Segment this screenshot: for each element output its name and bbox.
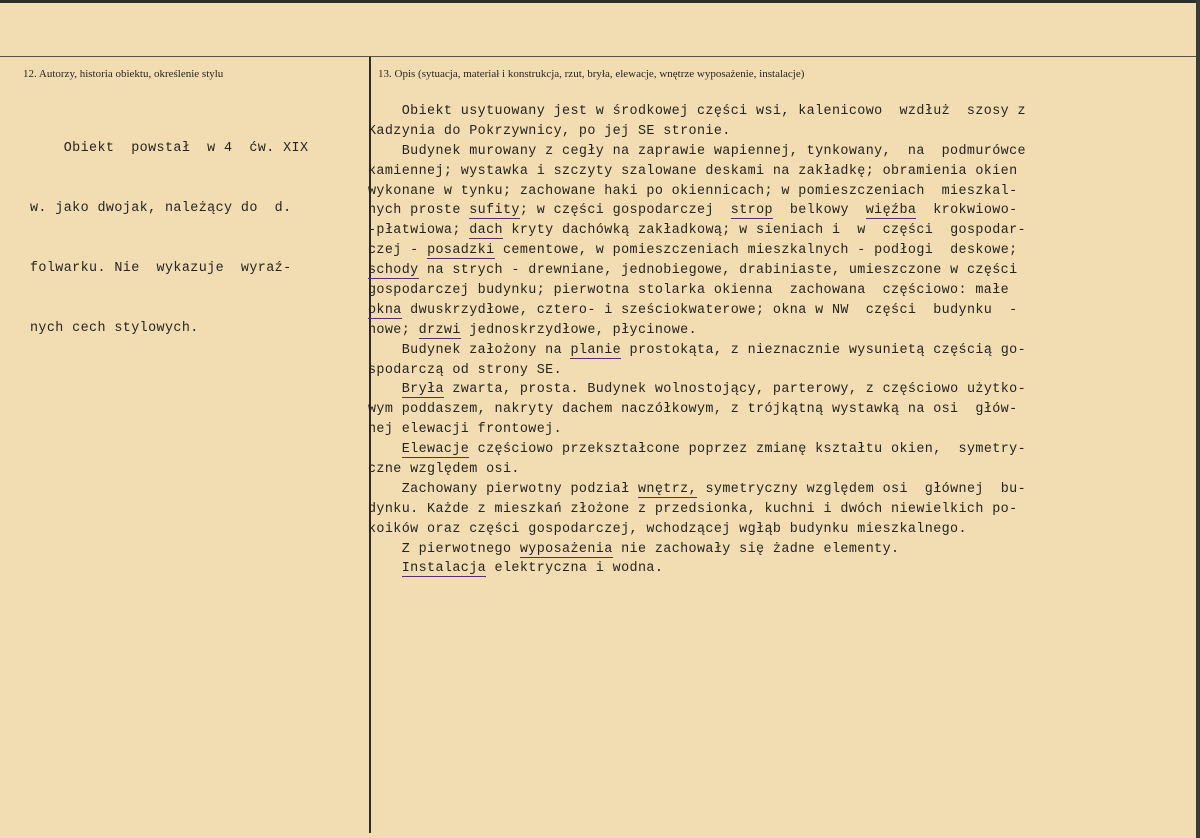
section-12-line: w. jako dwojak, należący do d. xyxy=(30,201,292,216)
section-13-line xyxy=(368,361,1026,381)
section-13-line xyxy=(368,201,1026,221)
text-segment: częściowo przekształcone poprzez zmianę kształtu okien, symetry- xyxy=(469,442,1027,458)
text-segment: symetryczny względem osi głównej bu- xyxy=(697,481,1027,497)
section-13-line xyxy=(368,102,1026,122)
text-segment: cementowe, w pomieszczeniach mieszkalnych - podłogi deskowe; xyxy=(494,243,1018,259)
underlined-term: posadzki xyxy=(427,243,495,259)
text-segment: wykonane w tynku; zachowane haki po okiennicach; w pomieszczeniach mieszkal- xyxy=(368,183,1018,199)
text-segment: zwarta, prosta. Budynek wolnostojący, parterowy, z częściowo użytko- xyxy=(443,382,1026,398)
section-13-line xyxy=(368,380,1026,400)
underlined-term: Instalacja xyxy=(401,561,487,577)
text-segment: koików oraz części gospodarczej, wchodzącej wgłąb budynku mieszkalnego. xyxy=(368,521,967,537)
section-13-line xyxy=(368,559,1026,579)
section-13-line xyxy=(368,480,1026,500)
section-13-line xyxy=(368,400,1026,420)
section-12-line: Obiekt powstał w 4 ćw. XIX xyxy=(30,141,309,156)
text-segment: gospodarczej budynku; pierwotna stolarka okienna zachowana częściowo: małe xyxy=(368,283,1010,299)
text-segment: kryty dachówką zakładkową; w sieniach i w części gospodar- xyxy=(502,223,1026,239)
text-segment xyxy=(368,561,402,576)
section-12-line: nych cech stylowych. xyxy=(30,321,199,336)
text-segment: Obiekt usytuowany jest w środkowej części wsi, kalenicowo wzdłuż szosy z xyxy=(368,104,1026,119)
section-13-header: 13. Opis (sytuacja, materiał i konstrukcja, rzut, bryła, elewacje, wnętrze wyposażenie, instalacje) xyxy=(378,68,805,80)
section-13-line xyxy=(368,341,1026,361)
top-edge-border xyxy=(0,0,1200,3)
text-segment: wym poddaszem, nakryty dachem naczółkowym, z trójkątną wystawką na osi głów- xyxy=(368,402,1018,418)
section-13-line xyxy=(368,520,1026,540)
text-segment: Zachowany pierwotny podział xyxy=(368,481,638,497)
section-13-line xyxy=(368,221,1026,241)
underlined-term: strop xyxy=(730,203,773,219)
text-segment: czne względem osi. xyxy=(368,462,520,478)
text-segment: dwuskrzydłowe, cztero- i sześciokwaterowe; okna w NW części budynku - xyxy=(401,302,1018,318)
text-segment: jednoskrzydłowe, płycinowe. xyxy=(460,322,698,338)
text-segment xyxy=(368,382,402,397)
section-13-line xyxy=(368,420,1026,440)
section-12-header: 12. Autorzy, historia obiektu, określenie stylu xyxy=(23,68,224,80)
underlined-term: wyposażenia xyxy=(519,541,613,557)
right-edge-border xyxy=(1196,0,1200,838)
underlined-term: okna xyxy=(368,302,402,318)
section-13-line xyxy=(368,241,1026,261)
section-13-line xyxy=(368,460,1026,480)
section-13-line xyxy=(368,261,1026,281)
text-segment: Budynek założony na xyxy=(368,342,571,358)
section-13-line xyxy=(368,540,1026,560)
section-13-line xyxy=(368,440,1026,460)
text-segment: elektryczna i wodna. xyxy=(486,561,664,577)
section-13-line xyxy=(368,500,1026,520)
section-13-line xyxy=(368,301,1026,321)
underlined-term: sufity xyxy=(469,203,520,219)
underlined-term: drzwi xyxy=(418,322,461,338)
text-segment: nej elewacji frontowej. xyxy=(368,422,563,438)
text-segment: ; w części gospodarczej xyxy=(519,203,731,219)
underlined-term: wnętrz, xyxy=(637,481,698,497)
text-segment: nowe; xyxy=(368,322,419,338)
text-segment: belkowy xyxy=(772,203,866,219)
section-13-text xyxy=(368,102,1026,579)
text-segment: krokwiowo- xyxy=(916,203,1018,219)
section-13-line xyxy=(368,281,1026,301)
text-segment: -płatwiowa; xyxy=(368,223,470,239)
section-12-line: folwarku. Nie wykazuje wyraź- xyxy=(30,261,292,276)
text-segment: prostokąta, z nieznacznie wysunietą częścią go- xyxy=(621,342,1027,358)
text-segment: nych proste xyxy=(368,203,470,219)
text-segment: Kadzynia do Pokrzywnicy, po jej SE stronie. xyxy=(368,123,731,139)
text-segment: czej - xyxy=(368,243,428,259)
text-segment: na strych - drewniane, jednobiegowe, drabiniaste, umieszczone w części xyxy=(418,263,1018,279)
text-segment: nie zachowały się żadne elementy. xyxy=(612,541,900,557)
section-12-text xyxy=(30,99,308,379)
header-rule xyxy=(0,56,1196,57)
text-segment: dynku. Każde z mieszkań złożone z przedsionka, kuchni i dwóch niewielkich po- xyxy=(368,501,1018,517)
section-13-line xyxy=(368,321,1026,341)
text-segment: Z pierwotnego xyxy=(368,541,520,557)
section-13-line xyxy=(368,162,1026,182)
underlined-term: więźba xyxy=(865,203,917,219)
section-13-line xyxy=(368,142,1026,162)
underlined-term: Bryła xyxy=(401,382,444,398)
underlined-term: schody xyxy=(368,263,419,279)
text-segment: spodarczą od strony SE. xyxy=(368,362,563,378)
underlined-term: Elewacje xyxy=(401,442,470,458)
underlined-term: dach xyxy=(469,223,503,239)
section-13-line xyxy=(368,122,1026,142)
text-segment: Budynek murowany z cegły na zaprawie wapiennej, tynkowany, na podmurówce xyxy=(368,143,1026,159)
text-segment: kamiennej; wystawka i szczyty szalowane deskami na zakładkę; obramienia okien xyxy=(368,163,1018,179)
underlined-term: planie xyxy=(570,342,622,358)
section-13-line xyxy=(368,182,1026,202)
text-segment xyxy=(368,442,402,457)
